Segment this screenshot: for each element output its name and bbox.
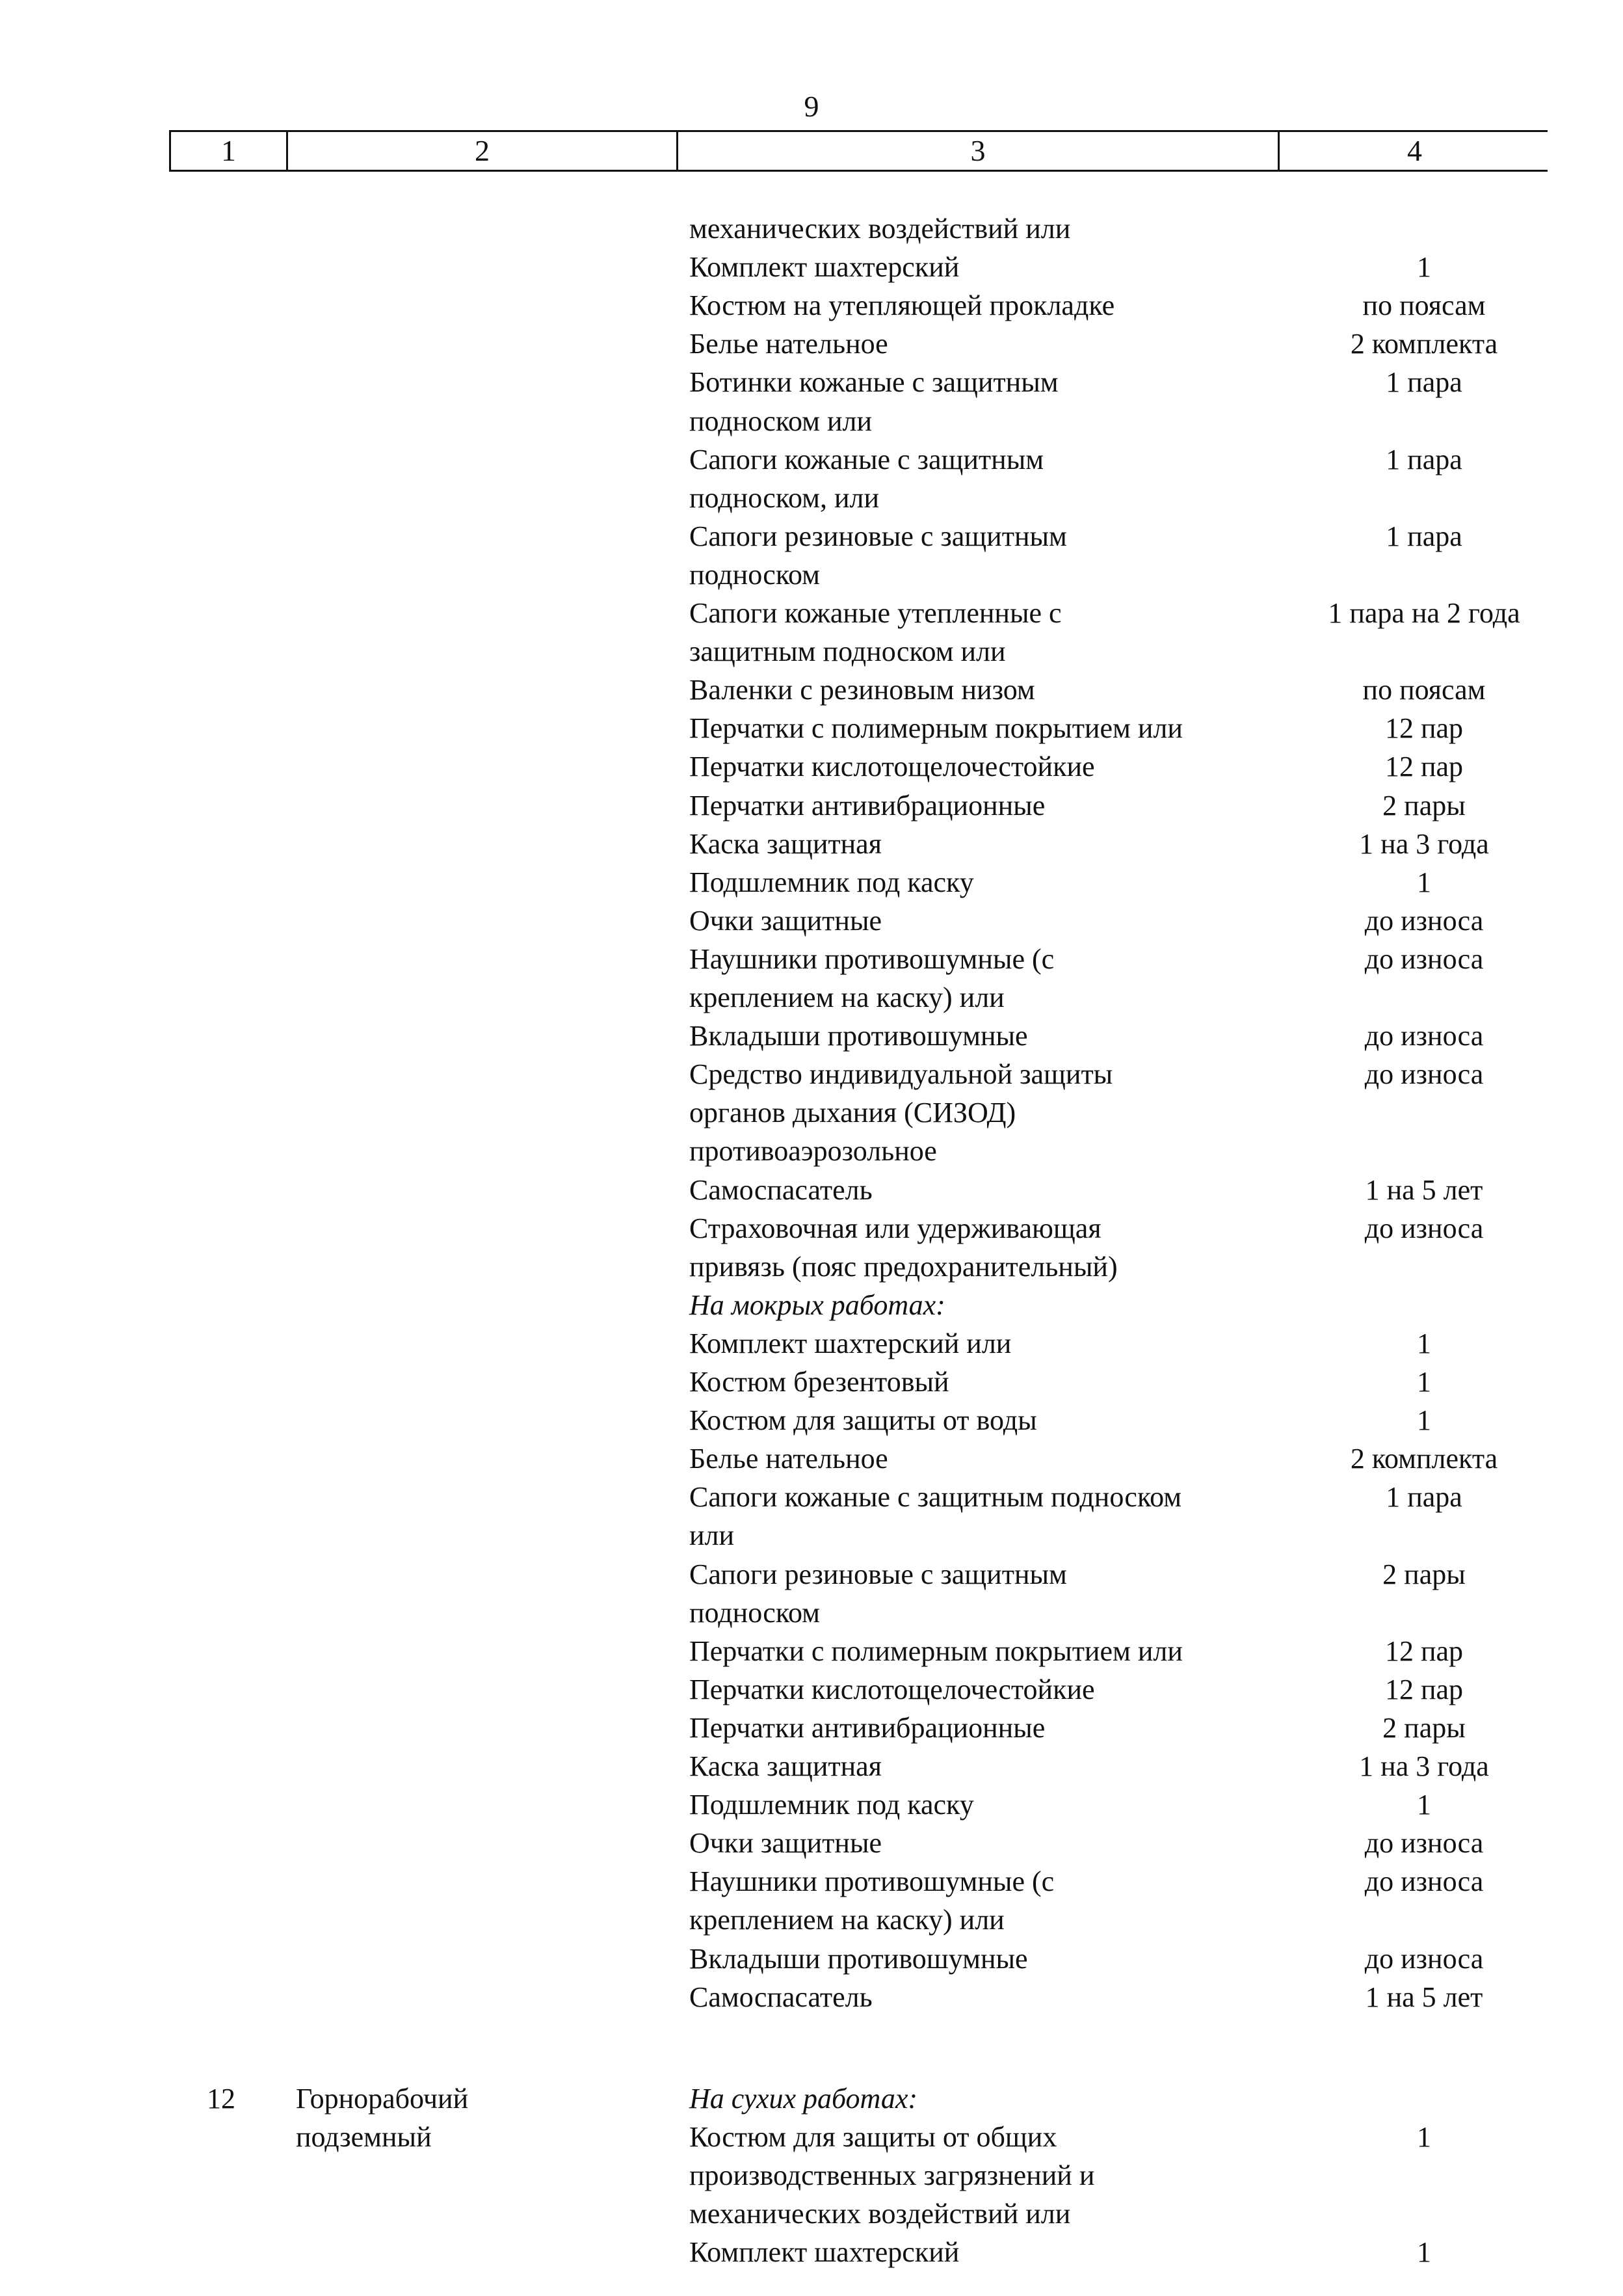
norm-text: 12 пар (1384, 1635, 1464, 1667)
item-text: Перчатки кислотощелочестойкие (689, 1673, 1095, 1705)
norm-text: 12 пар (1384, 712, 1464, 745)
section-heading: На сухих работах: (689, 2083, 918, 2115)
item-text: Валенки с резиновым низом (689, 674, 1035, 706)
item-text: Перчатки антивибрационные (689, 789, 1046, 821)
item-text: Белье нательное (689, 328, 888, 360)
item-text: подноском (689, 558, 820, 591)
norm-text: до износа (1364, 1020, 1484, 1052)
item-text: подноском, или (689, 481, 880, 514)
norm-text: по поясам (1362, 674, 1486, 706)
item-text: креплением на каску) или (689, 1904, 1005, 1936)
profession-name: подземный (296, 2121, 432, 2154)
column-header-1: 1 (171, 132, 288, 170)
item-text: Комплект шахтерский или (689, 1327, 1012, 1359)
norm-text: до износа (1364, 904, 1484, 937)
norm-text: 1 пара (1386, 520, 1462, 552)
section-heading: На мокрых работах: (689, 1288, 945, 1321)
item-text: Сапоги кожаные с защитным (689, 443, 1044, 475)
norm-text: 2 комплекта (1350, 328, 1498, 360)
norm-text: 1 на 3 года (1359, 827, 1489, 860)
item-text: или (689, 1519, 735, 1552)
norm-text: 1 (1417, 1789, 1431, 1821)
norm-text: 2 комплекта (1350, 1443, 1498, 1475)
norm-text: до износа (1364, 942, 1484, 975)
item-text: Каска защитная (689, 827, 882, 860)
norm-text: 1 (1417, 1327, 1431, 1359)
item-text: Белье нательное (689, 1443, 888, 1475)
item-text: креплением на каску) или (689, 981, 1005, 1013)
norm-text: до износа (1364, 1058, 1484, 1091)
norm-text: 1 пара на 2 года (1328, 597, 1520, 629)
item-text: Самоспасатель (689, 1981, 873, 2013)
item-text: Страховочная или удерживающая (689, 1212, 1102, 1244)
norm-text: до износа (1364, 1942, 1484, 1975)
norm-text: 1 (1417, 866, 1431, 898)
page-number: 9 (804, 90, 819, 123)
item-text: Костюм брезентовый (689, 1366, 949, 1398)
item-text: Комплект шахтерский (689, 251, 960, 284)
item-text: Средство индивидуальной защиты (689, 1058, 1113, 1091)
item-text: Наушники противошумные (с (689, 1865, 1055, 1898)
item-text: Сапоги кожаные с защитным подноском (689, 1481, 1182, 1514)
item-text: Костюм на утепляющей прокладке (689, 289, 1115, 322)
norm-text: 2 пары (1382, 1558, 1466, 1590)
item-text: органов дыхания (СИЗОД) (689, 1097, 1016, 1129)
norm-text: 1 (1417, 251, 1431, 284)
norm-text: 1 пара (1386, 366, 1462, 399)
item-text: Перчатки с полимерным покрытием или (689, 712, 1183, 745)
item-text: Вкладыши противошумные (689, 1942, 1028, 1975)
item-text: Костюм для защиты от воды (689, 1404, 1037, 1437)
item-text: Ботинки кожаные с защитным (689, 366, 1059, 399)
norm-text: 2 пары (1382, 1711, 1466, 1744)
item-text: механических воздействий или (689, 213, 1071, 245)
item-text: механических воздействий или (689, 2198, 1071, 2230)
item-text: привязь (пояс предохранительный) (689, 1250, 1118, 1283)
item-text: защитным подноском или (689, 635, 1006, 668)
item-text: Вкладыши противошумные (689, 1020, 1028, 1052)
norm-text: по поясам (1362, 289, 1486, 322)
item-text: Перчатки с полимерным покрытием или (689, 1635, 1183, 1667)
norm-text: до износа (1364, 1212, 1484, 1244)
norm-text: 1 пара (1386, 1481, 1462, 1514)
norm-text: 1 (1417, 1404, 1431, 1437)
item-text: Подшлемник под каску (689, 1789, 974, 1821)
item-text: Комплект шахтерский (689, 2236, 960, 2269)
norm-text: 1 на 5 лет (1365, 1173, 1483, 1206)
item-text: Подшлемник под каску (689, 866, 974, 898)
item-text: Сапоги резиновые с защитным (689, 520, 1067, 552)
norm-text: 2 пары (1382, 789, 1466, 821)
entry-number: 12 (207, 2083, 235, 2115)
item-text: Очки защитные (689, 904, 882, 937)
column-header-4: 4 (1407, 134, 1422, 167)
item-text: Костюм для защиты от общих (689, 2121, 1057, 2154)
item-text: Самоспасатель (689, 1173, 873, 1206)
norm-text: 1 (1417, 2236, 1431, 2269)
item-text: противоаэрозольное (689, 1135, 937, 1168)
column-header-table (169, 130, 1548, 172)
norm-text: 1 (1417, 2121, 1431, 2154)
column-header-2: 2 (288, 132, 678, 170)
norm-text: 1 пара (1386, 443, 1462, 475)
norm-text: 12 пар (1384, 1673, 1464, 1705)
norm-text: до износа (1364, 1827, 1484, 1860)
column-header-3: 3 (678, 132, 1280, 170)
item-text: Сапоги резиновые с защитным (689, 1558, 1067, 1590)
item-text: Перчатки антивибрационные (689, 1711, 1046, 1744)
item-text: Очки защитные (689, 1827, 882, 1860)
norm-text: до износа (1364, 1865, 1484, 1898)
profession-name: Горнорабочий (296, 2083, 469, 2115)
item-text: подноском или (689, 405, 873, 437)
item-text: Наушники противошумные (с (689, 942, 1055, 975)
item-text: производственных загрязнений и (689, 2159, 1095, 2192)
norm-text: 1 (1417, 1366, 1431, 1398)
norm-text: 1 на 5 лет (1365, 1981, 1483, 2013)
item-text: подноском (689, 1596, 820, 1629)
item-text: Перчатки кислотощелочестойкие (689, 751, 1095, 783)
item-text: Сапоги кожаные утепленные с (689, 597, 1062, 629)
item-text: Каска защитная (689, 1750, 882, 1782)
norm-text: 12 пар (1384, 751, 1464, 783)
norm-text: 1 на 3 года (1359, 1750, 1489, 1782)
